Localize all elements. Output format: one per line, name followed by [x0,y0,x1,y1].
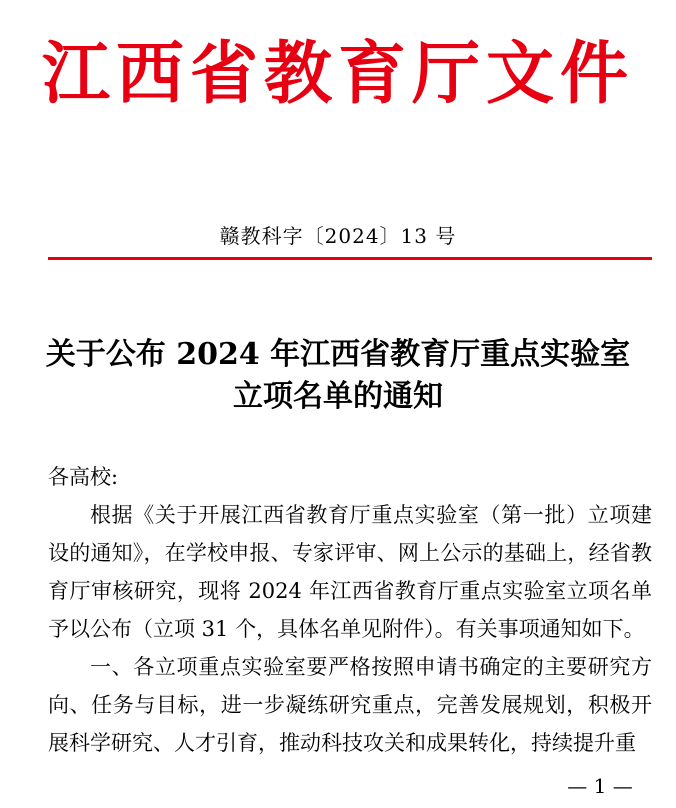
document-header-title: 江西省教育厅文件 [41,35,634,114]
notice-title-line-1: 关于公布 2024 年江西省教育厅重点实验室 [45,337,631,372]
red-divider-line [48,257,652,260]
body-paragraph-2: 一、各立项重点实验室要严格按照申请书确定的主要研究方向、任务与目标，进一步凝练研究重点，完善发展规划，积极开展科学研究、人才引育，推动科技攻关和成果转化，持续提升重 [48,655,652,755]
notice-title [0,334,676,418]
document-number: 赣教科字〔2024〕13 号 [219,224,457,248]
salutation: 各高校: [48,465,119,489]
notice-body [48,458,652,762]
page-number: — 1 — [567,774,633,798]
notice-title-line-2: 立项名单的通知 [233,379,443,414]
body-paragraph-1: 根据《关于开展江西省教育厅重点实验室（第一批）立项建设的通知》，在学校申报、专家评审、网上公示的基础上，经省教育厅审核研究，现将 2024 年江西省教育厅重点实验室立项名单予以公布（立项 31 个，具体名单见附件）。有关事项通知如下。 [48,503,652,641]
